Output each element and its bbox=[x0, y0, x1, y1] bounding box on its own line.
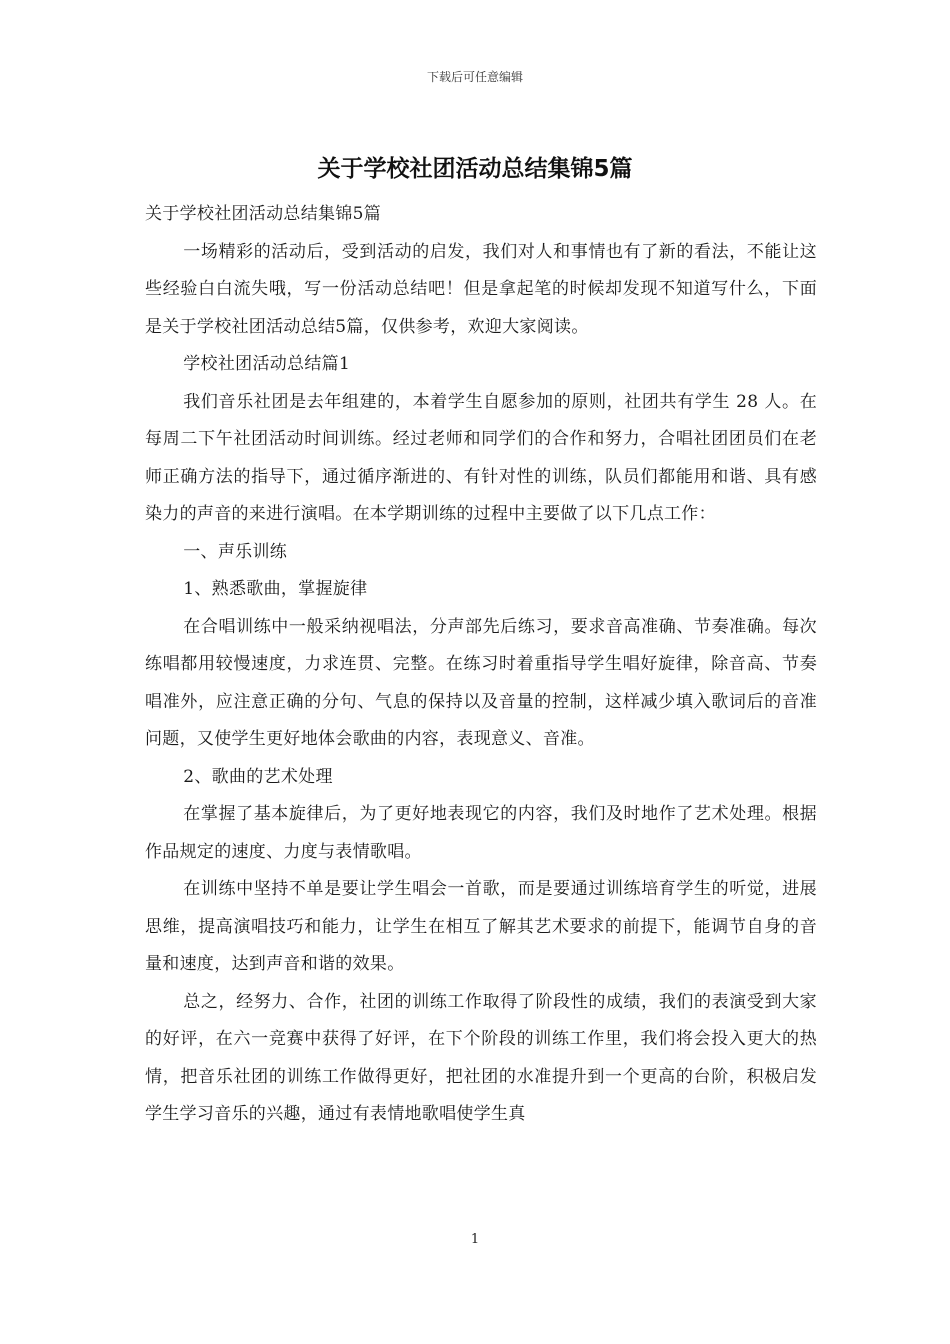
list-item-heading: 2、歌曲的艺术处理 bbox=[183, 766, 333, 787]
body-paragraph: 在掌握了基本旋律后，为了更好地表现它的内容，我们及时地作了艺术处理。根据作品规定的速度、力度与表情歌唱。 bbox=[145, 804, 817, 862]
body-paragraph: 我们音乐社团是去年组建的，本着学生自愿参加的原则，社团共有学生 28 人。在每周二下午社团活动时间训练。经过老师和同学们的合作和努力，合唱社团团员们在老师正确方法的指导下，通过循序渐进的、有针对性的训练，队员们都能用和谐、具有感染力的声音的来进行演唱。在本学期训练的过程中主要做了以下几点工作： bbox=[145, 391, 817, 524]
subtitle-paragraph: 关于学校社团活动总结集锦5篇 bbox=[145, 204, 382, 224]
page-number: 1 bbox=[470, 1232, 480, 1247]
subsection-heading: 一、声乐训练 bbox=[183, 541, 288, 562]
intro-paragraph: 一场精彩的活动后，受到活动的启发，我们对人和事情也有了新的看法，不能让这些经验白白流失哦，写一份活动总结吧！但是拿起笔的时候却发现不知道写什么，下面是关于学校社团活动总结5篇，仅供参考，欢迎大家阅读。 bbox=[145, 241, 817, 337]
section-heading: 学校社团活动总结篇1 bbox=[183, 354, 351, 374]
list-item-heading: 1、熟悉歌曲，掌握旋律 bbox=[183, 579, 368, 599]
body-paragraph: 在训练中坚持不单是要让学生唱会一首歌，而是要通过训练培育学生的听觉，进展思维，提高演唱技巧和能力，让学生在相互了解其艺术要求的前提下，能调节自身的音量和速度，达到声音和谐的效果。 bbox=[145, 879, 817, 974]
document-title: 关于学校社团活动总结集锦5篇 bbox=[317, 156, 633, 182]
body-paragraph: 总之，经努力、合作，社团的训练工作取得了阶段性的成绩，我们的表演受到大家的好评，在六一竞赛中获得了好评，在下个阶段的训练工作里，我们将会投入更大的热情，把音乐社团的训练工作做得更好，把社团的水准提升到一个更高的台阶，积极启发学生学习音乐的兴趣，通过有表情地歌唱使学生真 bbox=[145, 991, 817, 1124]
body-paragraph: 在合唱训练中一般采纳视唱法，分声部先后练习，要求音高准确、节奏准确。每次练唱都用较慢速度，力求连贯、完整。在练习时着重指导学生唱好旋律，除音高、节奏唱准外，应注意正确的分句、气息的保持以及音量的控制，这样减少填入歌词后的音准问题，又使学生更好地体会歌曲的内容，表现意义、音准。 bbox=[145, 616, 817, 749]
page-header-note: 下载后可任意编辑 bbox=[426, 70, 523, 84]
document-body bbox=[145, 196, 817, 1134]
